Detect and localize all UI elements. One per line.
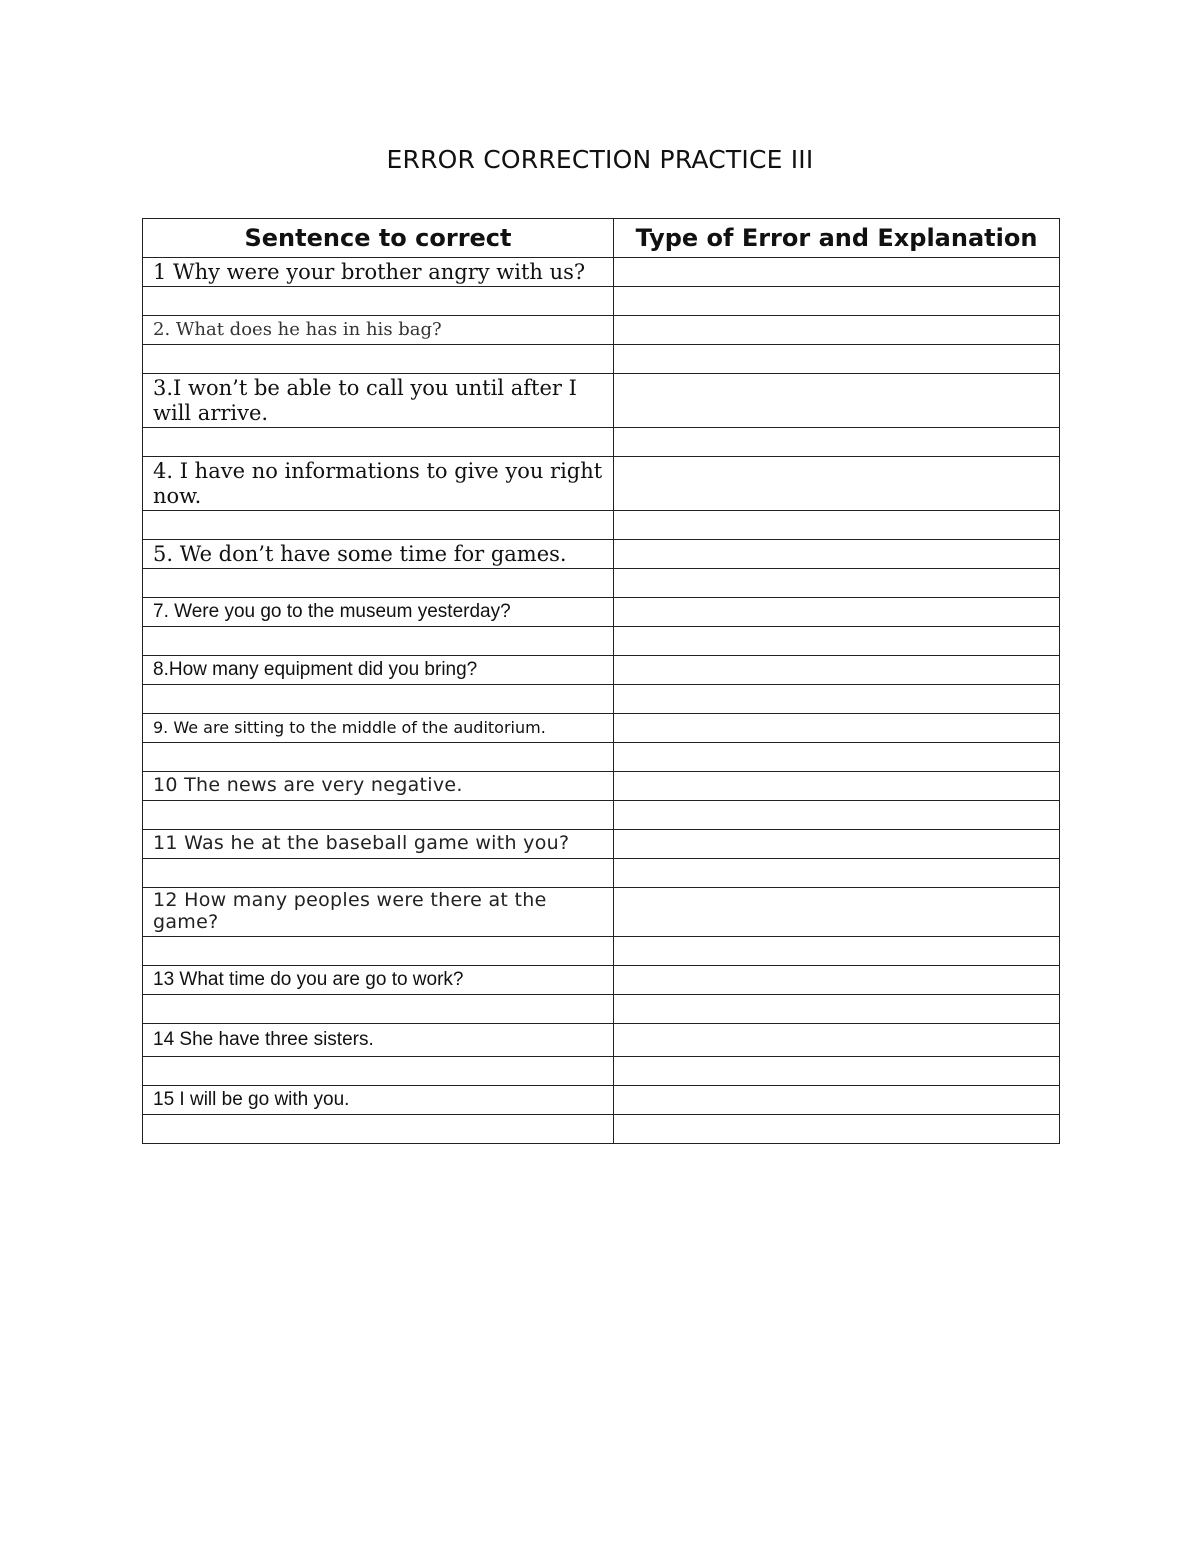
answer-cell-9[interactable] xyxy=(614,714,1060,743)
sentence-12: 12 How many peoples were there at the game? xyxy=(143,888,614,937)
table-row xyxy=(143,598,1060,627)
answer-cell-14[interactable] xyxy=(614,1024,1060,1057)
blank-cell[interactable] xyxy=(614,428,1060,457)
table-row-blank xyxy=(143,743,1060,772)
blank-cell[interactable] xyxy=(143,859,614,888)
table-row xyxy=(143,1086,1060,1115)
blank-cell[interactable] xyxy=(143,627,614,656)
blank-cell[interactable] xyxy=(143,287,614,316)
table-row xyxy=(143,772,1060,801)
blank-cell[interactable] xyxy=(614,743,1060,772)
table-row-blank xyxy=(143,511,1060,540)
answer-cell-2[interactable] xyxy=(614,316,1060,345)
blank-cell[interactable] xyxy=(614,1057,1060,1086)
blank-cell[interactable] xyxy=(614,287,1060,316)
sentence-3: 3.I won’t be able to call you until after I will arrive. xyxy=(143,374,614,428)
table-row xyxy=(143,1024,1060,1057)
answer-cell-7[interactable] xyxy=(614,598,1060,627)
blank-cell[interactable] xyxy=(614,569,1060,598)
answer-cell-13[interactable] xyxy=(614,966,1060,995)
answer-cell-8[interactable] xyxy=(614,656,1060,685)
sentence-9: 9. We are sitting to the middle of the auditorium. xyxy=(143,714,614,743)
blank-cell[interactable] xyxy=(143,685,614,714)
table-row-blank xyxy=(143,569,1060,598)
blank-cell[interactable] xyxy=(143,428,614,457)
table-row xyxy=(143,258,1060,287)
blank-cell[interactable] xyxy=(614,937,1060,966)
blank-cell[interactable] xyxy=(143,569,614,598)
answer-cell-1[interactable] xyxy=(614,258,1060,287)
blank-cell[interactable] xyxy=(614,627,1060,656)
table-row xyxy=(143,540,1060,569)
blank-cell[interactable] xyxy=(143,345,614,374)
blank-cell[interactable] xyxy=(143,995,614,1024)
table-row xyxy=(143,316,1060,345)
answer-cell-4[interactable] xyxy=(614,457,1060,511)
sentence-2: 2. What does he has in his bag? xyxy=(143,316,614,345)
sentence-10: 10 The news are very negative. xyxy=(143,772,614,801)
blank-cell[interactable] xyxy=(614,1115,1060,1144)
table-row xyxy=(143,966,1060,995)
sentence-1: 1 Why were your brother angry with us? xyxy=(143,258,614,287)
sentence-14: 14 She have three sisters. xyxy=(143,1024,614,1057)
blank-cell[interactable] xyxy=(143,511,614,540)
table-row-blank xyxy=(143,801,1060,830)
answer-cell-10[interactable] xyxy=(614,772,1060,801)
sentence-4: 4. I have no informations to give you right now. xyxy=(143,457,614,511)
page-title: ERROR CORRECTION PRACTICE III xyxy=(386,145,814,174)
table-row-blank xyxy=(143,937,1060,966)
answer-cell-3[interactable] xyxy=(614,374,1060,428)
table-row-blank xyxy=(143,627,1060,656)
header-type-of-error: Type of Error and Explanation xyxy=(614,219,1060,258)
blank-cell[interactable] xyxy=(614,859,1060,888)
sentence-11: 11 Was he at the baseball game with you? xyxy=(143,830,614,859)
answer-cell-11[interactable] xyxy=(614,830,1060,859)
answer-cell-15[interactable] xyxy=(614,1086,1060,1115)
blank-cell[interactable] xyxy=(614,345,1060,374)
blank-cell[interactable] xyxy=(143,1115,614,1144)
table-row-blank xyxy=(143,859,1060,888)
table-row-blank xyxy=(143,995,1060,1024)
sentence-5: 5. We don’t have some time for games. xyxy=(143,540,614,569)
table-row xyxy=(143,374,1060,428)
blank-cell[interactable] xyxy=(614,995,1060,1024)
table-row xyxy=(143,656,1060,685)
table-header-row xyxy=(143,219,1060,258)
sentence-7: 7. Were you go to the museum yesterday? xyxy=(143,598,614,627)
blank-cell[interactable] xyxy=(143,801,614,830)
blank-cell[interactable] xyxy=(143,1057,614,1086)
table-row xyxy=(143,714,1060,743)
table-row-blank xyxy=(143,685,1060,714)
sentence-15: 15 I will be go with you. xyxy=(143,1086,614,1115)
blank-cell[interactable] xyxy=(143,937,614,966)
blank-cell[interactable] xyxy=(614,685,1060,714)
table-row-blank xyxy=(143,345,1060,374)
answer-cell-5[interactable] xyxy=(614,540,1060,569)
header-sentence-to-correct: Sentence to correct xyxy=(143,219,614,258)
blank-cell[interactable] xyxy=(143,743,614,772)
table-row-blank xyxy=(143,1057,1060,1086)
table-row-blank xyxy=(143,428,1060,457)
table-row-blank xyxy=(143,1115,1060,1144)
table-row xyxy=(143,888,1060,937)
table-row-blank xyxy=(143,287,1060,316)
table-row xyxy=(143,457,1060,511)
table-row xyxy=(143,830,1060,859)
blank-cell[interactable] xyxy=(614,511,1060,540)
answer-cell-12[interactable] xyxy=(614,888,1060,937)
error-correction-table xyxy=(142,218,1060,1144)
sentence-13: 13 What time do you are go to work? xyxy=(143,966,614,995)
sentence-8: 8.How many equipment did you bring? xyxy=(143,656,614,685)
blank-cell[interactable] xyxy=(614,801,1060,830)
